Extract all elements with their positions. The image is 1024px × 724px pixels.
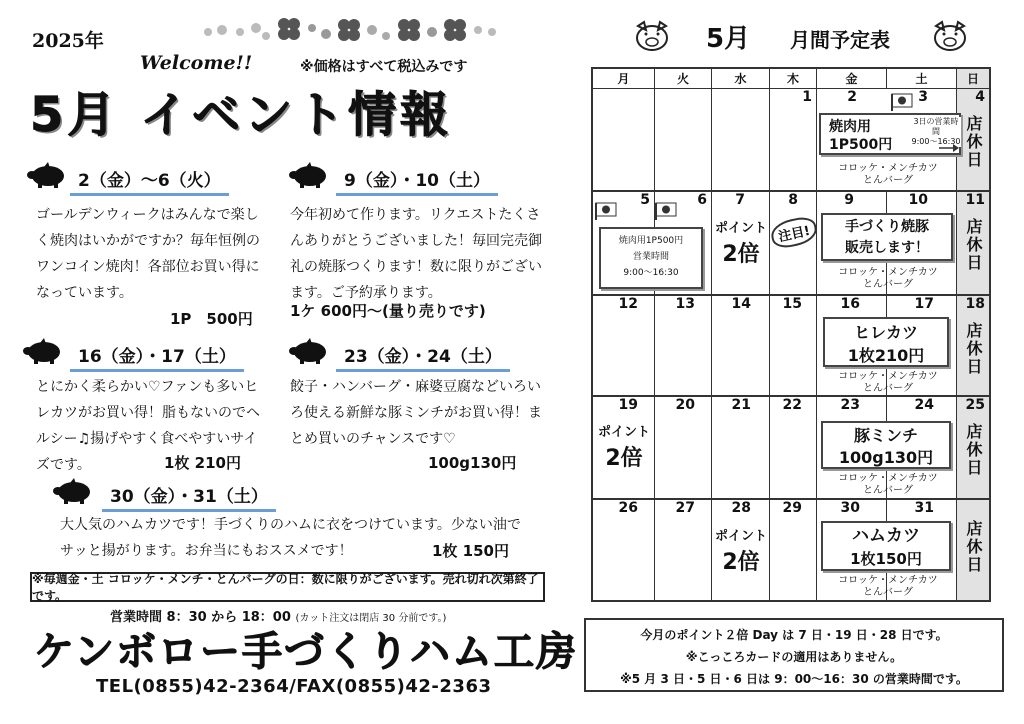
- weekday-mon: 月: [593, 69, 655, 89]
- bottom-notes: [584, 618, 1004, 692]
- event-date-1: 2（金）～6（火）: [70, 166, 229, 196]
- closed-day-label: 店休日: [964, 218, 983, 272]
- product-box: ヒレカツ 1枚210円: [823, 317, 949, 367]
- yakibuta-box: 手づくり焼豚 販売します！: [821, 213, 953, 261]
- business-hours: 営業時間 8：30 から 18：00 (カット注文は閉店 30 分前です。): [110, 610, 447, 625]
- event-date-5: 30（金）・31（土）: [102, 482, 276, 512]
- day-number: 31: [914, 500, 934, 516]
- page-title: 5月 イベント情報: [30, 87, 453, 143]
- pig-face-icon: [930, 20, 970, 52]
- pig-icon: [20, 338, 64, 364]
- day-number: 3: [918, 89, 928, 105]
- card-note: ※こっころカードの適用はありません。: [685, 650, 903, 664]
- day-number: 17: [914, 296, 934, 312]
- day-number: 2: [847, 89, 857, 105]
- weekly-note: ※毎週金・土 コロッケ・メンチ・とんバーグの日：数に限りがございます。売れ切れ次第終了です。: [30, 572, 545, 602]
- event-date-4: 23（金）・24（土）: [336, 342, 510, 372]
- event-price-1: 1P 500円: [170, 310, 253, 328]
- point-double-day-7: ポイント 2倍: [714, 221, 767, 267]
- pig-face-icon: [632, 20, 672, 52]
- croquette-note: コロッケ・メンチカツ とんバーグ: [838, 371, 938, 394]
- event-price-4: 100g130円: [428, 454, 517, 472]
- day-number: 16: [840, 296, 860, 312]
- day-number: 27: [675, 500, 695, 516]
- yakiniku-small-box: 焼肉用1P500円 営業時間 9:00～16:30: [599, 227, 703, 289]
- pig-icon: [24, 162, 68, 188]
- day-number: 7: [735, 192, 745, 208]
- event-price-2: 1ケ 600円～(量り売りです): [290, 302, 486, 320]
- day-number: 14: [731, 296, 751, 312]
- weekday-sun: 日: [957, 69, 989, 89]
- weekday-tue: 火: [655, 69, 712, 89]
- event-date-2: 9（金）・10（土）: [336, 166, 498, 196]
- day-number: 1: [802, 89, 812, 105]
- day-number: 11: [965, 192, 985, 208]
- japan-flag-icon: [655, 202, 677, 220]
- closed-day-label: 店休日: [964, 423, 983, 477]
- point-double-day-28: ポイント 2倍: [714, 529, 767, 575]
- closed-day-label: 店休日: [964, 322, 983, 376]
- yakiniku-label: 焼肉用: [829, 119, 871, 135]
- day-number: 24: [914, 397, 934, 413]
- day-number: 13: [675, 296, 695, 312]
- day-number: 6: [697, 192, 707, 208]
- yakiniku-price: 1P500円: [829, 137, 893, 153]
- day-number: 28: [731, 500, 751, 516]
- calendar-month: 5月: [706, 24, 751, 54]
- calendar-grid: [591, 67, 991, 602]
- product-box: 豚ミンチ 100g130円: [821, 421, 951, 469]
- day-number: 8: [788, 192, 798, 208]
- event-text-5: 大人気のハムカツです！手づくりのハムに衣をつけています。少ない油でサッと揚がります。お弁当にもおススメです！: [60, 517, 521, 559]
- day-number: 19: [618, 397, 638, 413]
- croquette-note: コロッケ・メンチカツ とんバーグ: [838, 575, 938, 598]
- croquette-note: コロッケ・メンチカツ とんバーグ: [838, 267, 938, 290]
- weekday-thu: 木: [770, 69, 817, 89]
- year-label: 2025年: [32, 30, 104, 52]
- weekday-fri: 金: [817, 69, 887, 89]
- weekday-sat: 土: [887, 69, 957, 89]
- croquette-note: コロッケ・メンチカツ とんバーグ: [838, 163, 938, 186]
- day-number: 21: [731, 397, 751, 413]
- day-number: 30: [840, 500, 860, 516]
- arrow-icon: [939, 143, 959, 153]
- event-text-3: とにかく柔らかい♡ファンも多いヒレカツがお買い得！脂もないのでヘルシー♫揚げやすく食べやすいサイズです。: [36, 379, 260, 473]
- day-number: 15: [782, 296, 802, 312]
- day-number: 5: [640, 192, 650, 208]
- day-number: 26: [618, 500, 638, 516]
- point-days-note: 今月のポイント２倍 Day は 7 日・19 日・28 日です。: [640, 628, 948, 642]
- phone-fax: TEL(0855)42-2364/FAX(0855)42-2363: [96, 676, 492, 697]
- closed-day-label: 店休日: [964, 520, 983, 574]
- pig-icon: [286, 338, 330, 364]
- japan-flag-icon: [891, 93, 913, 111]
- welcome-text: Welcome!!: [140, 52, 253, 74]
- event-price-5: 1枚 150円: [428, 540, 509, 561]
- day-number: 12: [618, 296, 638, 312]
- day3-hours-note: 3日の営業時間 9:00～16:30: [911, 117, 961, 146]
- day-number: 4: [975, 89, 985, 105]
- attention-badge: 注目!: [769, 215, 820, 251]
- day-number: 22: [782, 397, 802, 413]
- event-text-1: ゴールデンウィークはみんなで楽しく焼肉はいかがですか？毎年恒例のワンコイン焼肉！各部位お買い得になっています。: [36, 207, 260, 301]
- hours-note: ※5 月 3 日・5 日・6 日は 9：00～16：30 の営業時間です。: [620, 672, 968, 686]
- day-number: 20: [675, 397, 695, 413]
- weekday-wed: 水: [712, 69, 770, 89]
- pig-icon: [286, 162, 330, 188]
- event-text-2: 今年初めて作ります。リクエストたくさんありがとうございました！毎回完売御礼の焼豚つくります！数に限りがございます。ご予約承ります。: [290, 207, 542, 301]
- event-text-4: 餃子・ハンバーグ・麻婆豆腐などいろいろ使える新鮮な豚ミンチがお買い得！まとめ買いのチャンスです♡: [290, 379, 542, 447]
- event-price-3: 1枚 210円: [164, 454, 241, 472]
- day-number: 18: [965, 296, 985, 312]
- pig-icon: [50, 478, 94, 504]
- tax-note: ※価格はすべて税込みです: [300, 59, 468, 75]
- closed-day-label: 店休日: [964, 115, 983, 169]
- event-date-3: 16（金）・17（土）: [70, 342, 244, 372]
- product-box: ハムカツ 1枚150円: [821, 521, 951, 571]
- clover-decoration: [200, 14, 500, 48]
- japan-flag-icon: [595, 202, 617, 220]
- day-number: 23: [840, 397, 860, 413]
- point-double-day-19: ポイント 2倍: [597, 425, 650, 471]
- day-number: 9: [844, 192, 854, 208]
- calendar-title: 月間予定表: [790, 28, 890, 52]
- croquette-note: コロッケ・メンチカツ とんバーグ: [838, 473, 938, 496]
- day-number: 25: [965, 397, 985, 413]
- day-number: 10: [908, 192, 928, 208]
- shop-name: ケンボロー手づくりハム工房: [34, 629, 578, 675]
- day-number: 29: [782, 500, 802, 516]
